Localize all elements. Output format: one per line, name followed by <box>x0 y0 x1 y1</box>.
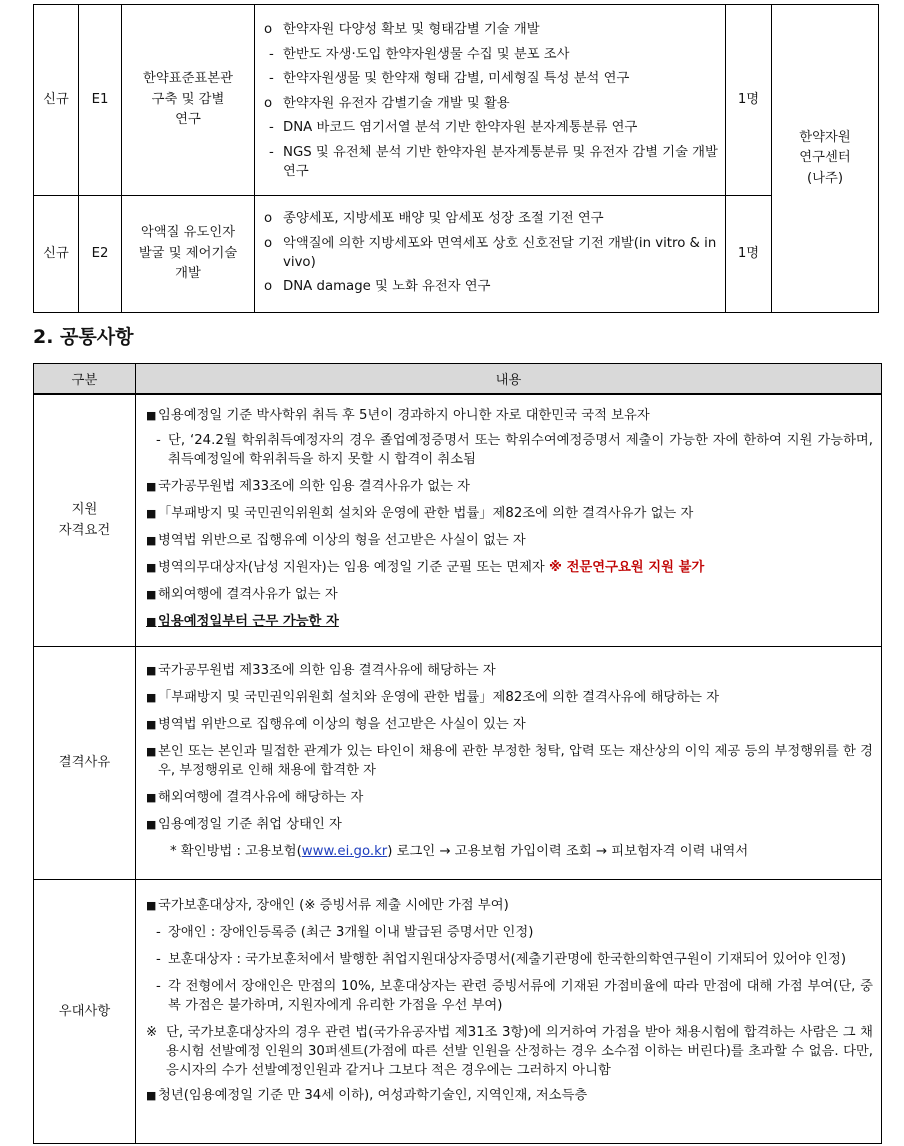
header-category: 구분 <box>34 364 136 394</box>
label-line: 지원 <box>71 501 98 517</box>
sub-item <box>146 923 873 942</box>
list-item <box>146 477 873 496</box>
duty-text: 한반도 자생·도입 한약자원생물 수집 및 분포 조사 <box>283 46 570 62</box>
item-text: 장애인 : 장애인등록증 (최근 3개월 이내 발급된 증명서만 인정) <box>168 925 534 940</box>
duty-line <box>261 18 719 43</box>
item-text: 본인 또는 본인과 밀접한 관계가 있는 타인이 채용에 관한 부정한 청탁, 압력 또는 재산상의 이익 제공 등의 부정행위를 한 경우, 부정행위로 인해 채용에 합격한 자 <box>158 744 873 778</box>
square-bullet-icon: ■ <box>146 560 157 574</box>
dept-line: 한약자원 <box>799 129 851 145</box>
list-item <box>146 531 873 550</box>
square-bullet-icon: ■ <box>146 664 157 677</box>
note-prefix: * 확인방법 : 고용보험( <box>170 844 302 859</box>
duty-text: 한약자원 다양성 확보 및 형태감별 기술 개발 <box>283 22 540 38</box>
warning-text: ※ 전문연구요원 지원 불가 <box>549 559 705 575</box>
dash-marker: - <box>269 71 274 87</box>
item-text: 단, ‘24.2월 학위취득예정자의 경우 졸업예정증명서 또는 학위수여예정증명서 제출이 가능한 자에 한하여 지원 가능하며, 취득예정일에 학위취득을 하지 못할 시 합격이 취소됨 <box>168 432 873 467</box>
list-item <box>146 558 873 577</box>
square-bullet-icon: ■ <box>146 745 157 758</box>
dash-marker: - <box>269 120 274 136</box>
duty-cell <box>255 196 726 313</box>
dash-marker: - <box>269 46 274 62</box>
ei-link[interactable]: www.ei.go.kr <box>301 844 388 859</box>
list-item <box>146 1086 873 1105</box>
duty-cell <box>255 5 726 196</box>
square-bullet-icon: ■ <box>146 899 157 912</box>
list-item <box>146 688 873 707</box>
list-item <box>146 815 873 834</box>
square-bullet-icon: ■ <box>146 1089 157 1102</box>
duty-line <box>261 275 719 300</box>
list-item <box>146 715 873 734</box>
circle-marker: o <box>264 211 273 226</box>
duty-text: 한약자원 유전자 감별기술 개발 및 활용 <box>283 95 510 111</box>
item-text: 보훈대상자 : 국가보훈처에서 발행한 취업지원대상자증명서(제출기관명에 한국한의학연구원이 기재되어 있어야 인정) <box>168 952 847 967</box>
item-text: 국가공무원법 제33조에 의한 임용 결격사유가 없는 자 <box>158 478 471 494</box>
circle-marker: o <box>264 235 273 251</box>
item-text: 「부패방지 및 국민권익위원회 설치와 운영에 관한 법률」제82조에 의한 결격사유에 해당하는 자 <box>158 690 720 705</box>
dash-marker: - <box>156 925 161 940</box>
field-line: 개발 <box>175 266 201 282</box>
dash-marker: - <box>269 144 274 160</box>
disqualification-row <box>34 647 882 880</box>
eligibility-content <box>136 394 882 647</box>
square-bullet-icon: ■ <box>146 506 157 520</box>
duty-text: DNA 바코드 염기서열 분석 기반 한약자원 분자계통분류 연구 <box>283 120 638 136</box>
eligibility-label <box>34 394 136 647</box>
duty-line <box>261 92 719 117</box>
type-cell: 신규 <box>34 196 79 313</box>
square-bullet-icon: ■ <box>146 408 157 422</box>
preference-row <box>34 880 882 1144</box>
circle-marker: o <box>264 22 273 38</box>
duty-text: NGS 및 유전체 분석 기반 한약자원 분자계통분류 및 유전자 감별 기술 개발 연구 <box>283 144 718 179</box>
item-text <box>158 558 873 577</box>
list-item <box>146 406 873 425</box>
dash-marker: - <box>156 979 161 994</box>
item-text: 단, 국가보훈대상자의 경우 관련 법(국가유공자법 제31조 3항)에 의거하여 가점을 받아 채용시험에 합격하는 사람은 그 채용시험 선발예정 인원의 30퍼센트(가점에 따른 선발 인원을 산정하는 경우 소수점 이하는 버린다)를 초과할 수 없음. 다만, 응시자의 수가 선발예정인원과 같거나 그보다 적은 경우에는 그러하지 아니함 <box>166 1025 873 1078</box>
field-cell <box>122 196 255 313</box>
dept-cell <box>772 5 879 313</box>
duty-line <box>261 67 719 92</box>
code-cell: E1 <box>79 5 122 196</box>
square-bullet-icon: ■ <box>146 479 157 493</box>
duty-line <box>261 141 719 184</box>
position-row-e1 <box>34 5 879 196</box>
item-text: 임용예정일 기준 취업 상태인 자 <box>158 817 342 832</box>
count-cell: 1명 <box>726 196 772 313</box>
common-requirements-table <box>33 363 882 1144</box>
square-bullet-icon: ■ <box>146 818 157 831</box>
disqualification-label: 결격사유 <box>34 647 136 880</box>
field-line: 악액질 유도인자 <box>140 225 236 241</box>
duty-text: 종양세포, 지방세포 배양 및 암세포 성장 조절 기전 연구 <box>283 211 604 226</box>
item-text: 임용예정일부터 근무 가능한 자 <box>158 613 339 629</box>
section-title: 2. 공통사항 <box>33 326 134 348</box>
duty-text: 한약자원생물 및 한약재 형태 감별, 미세형질 특성 분석 연구 <box>283 71 630 87</box>
item-text: 병역법 위반으로 집행유예 이상의 형을 선고받은 사실이 있는 자 <box>158 717 526 732</box>
item-text: 국가보훈대상자, 장애인 (※ 증빙서류 제출 시에만 가점 부여) <box>158 898 509 913</box>
list-item <box>146 585 873 604</box>
item-text: 해외여행에 결격사유에 해당하는 자 <box>158 790 364 805</box>
item-text: 임용예정일 기준 박사학위 취득 후 5년이 경과하지 아니한 자로 대한민국 국적 보유자 <box>158 407 650 423</box>
count-cell: 1명 <box>726 5 772 196</box>
square-bullet-icon: ■ <box>146 533 157 547</box>
item-text: 병역법 위반으로 집행유예 이상의 형을 선고받은 사실이 없는 자 <box>158 532 526 548</box>
type-cell: 신규 <box>34 5 79 196</box>
dash-marker: - <box>156 432 161 448</box>
circle-marker: o <box>264 95 273 111</box>
reference-mark-icon: ※ <box>146 1025 158 1040</box>
list-item <box>146 612 873 631</box>
preference-label: 우대사항 <box>34 880 136 1144</box>
list-item <box>146 504 873 523</box>
square-bullet-icon: ■ <box>146 614 157 628</box>
duty-line <box>261 207 719 232</box>
note-indent <box>146 842 170 861</box>
field-line: 연구 <box>175 112 201 128</box>
list-item <box>146 742 873 780</box>
circle-marker: o <box>264 278 273 294</box>
item-text: 해외여행에 결격사유가 없는 자 <box>158 586 338 602</box>
square-bullet-icon: ■ <box>146 791 157 804</box>
list-item <box>146 896 873 915</box>
reference-note <box>146 1023 873 1080</box>
duty-text: 악액질에 의한 지방세포와 면역세포 상호 신호전달 기전 개발(in vitro & in vivo) <box>283 235 717 270</box>
field-line: 구축 및 감별 <box>151 91 225 107</box>
item-text: 「부패방지 및 국민권익위원회 설치와 운영에 관한 법률」제82조에 의한 결격사유가 없는 자 <box>158 505 694 521</box>
duty-text: DNA damage 및 노화 유전자 연구 <box>283 278 491 294</box>
duty-line <box>261 232 719 275</box>
item-text: 각 전형에서 장애인은 만점의 10%, 보훈대상자는 관련 증빙서류에 기재된 가점비율에 따라 만점에 대해 가점 부여(단, 중복 가점은 불가하며, 지원자에게 유리한 가점을 우선 부여) <box>168 979 873 1013</box>
square-bullet-icon: ■ <box>146 587 157 601</box>
item-text: 청년(임용예정일 기준 만 34세 이하), 여성과학기술인, 지역인재, 저소득층 <box>158 1088 588 1103</box>
header-content: 내용 <box>136 364 882 394</box>
dept-line: (나주) <box>806 170 844 186</box>
square-bullet-icon: ■ <box>146 718 157 731</box>
field-cell <box>122 5 255 196</box>
code-cell: E2 <box>79 196 122 313</box>
item-text-main: 병역의무대상자(남성 지원자)는 임용 예정일 기준 군필 또는 면제자 <box>158 559 545 575</box>
duty-line <box>261 43 719 68</box>
item-text: 국가공무원법 제33조에 의한 임용 결격사유에 해당하는 자 <box>158 663 496 678</box>
position-table <box>33 4 879 313</box>
duty-line <box>261 116 719 141</box>
sub-item <box>146 431 873 469</box>
field-line: 발굴 및 제어기술 <box>138 245 238 261</box>
preference-content <box>136 880 882 1144</box>
disqualification-content <box>136 647 882 880</box>
dept-line: 연구센터 <box>799 150 851 166</box>
note-text <box>170 842 873 861</box>
field-line: 한약표준표본관 <box>143 71 233 87</box>
header-row <box>34 364 882 394</box>
verification-note <box>146 842 873 861</box>
list-item <box>146 661 873 680</box>
square-bullet-icon: ■ <box>146 691 157 704</box>
eligibility-row <box>34 394 882 647</box>
note-suffix: ) 로그인 → 고용보험 가입이력 조회 → 피보험자격 이력 내역서 <box>387 844 749 859</box>
list-item <box>146 788 873 807</box>
sub-item <box>146 950 873 969</box>
sub-item <box>146 977 873 1015</box>
label-line: 자격요건 <box>58 523 111 539</box>
dash-marker: - <box>156 952 161 967</box>
position-row-e2 <box>34 196 879 313</box>
